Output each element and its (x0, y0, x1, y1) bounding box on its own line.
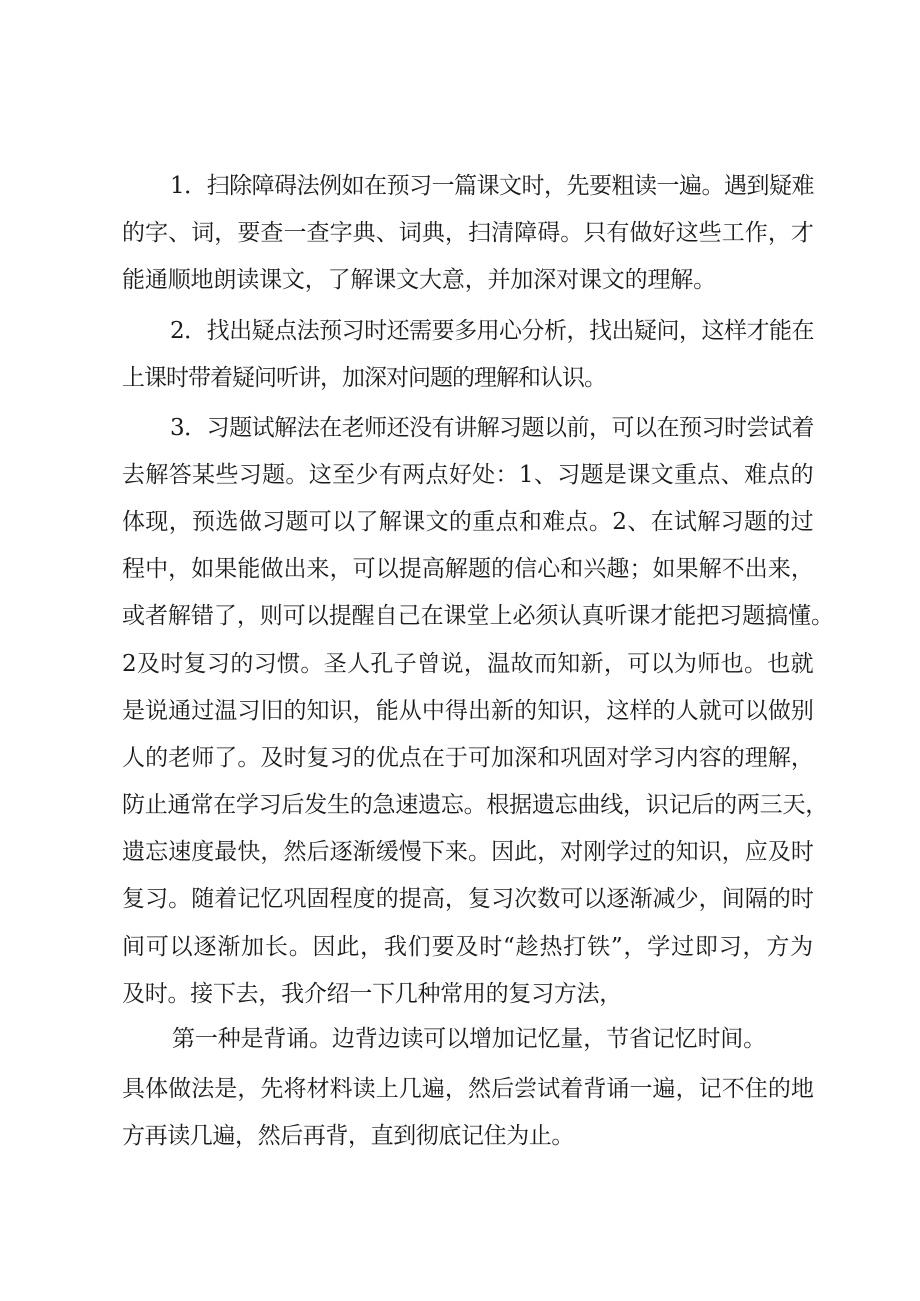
text-line: 遗忘速度最快，然后逐渐缓慢下来。因此，对刚学过的知识，应及时 (122, 839, 814, 865)
text-line: 人的老师了。及时复习的优点在于可加深和巩固对学习内容的理解， (122, 745, 814, 771)
text-line: 程中，如果能做出来，可以提高解题的信心和兴趣；如果解不出来， (122, 556, 814, 582)
text-line: 及时。接下去，我介绍一下几种常用的复习方法， (122, 981, 623, 1007)
text-line: 体现，预选做习题可以了解课文的重点和难点。2、在试解习题的过 (122, 509, 814, 535)
text-line: 间可以逐渐加长。因此，我们要及时“趁热打铁”，学过即习，方为 (122, 934, 814, 960)
text-line: 2．找出疑点法预习时还需要多用心分析，找出疑问，这样才能在 (170, 318, 814, 344)
text-line: 2及时复习的习惯。圣人孔子曾说，温故而知新，可以为师也。也就 (122, 651, 814, 677)
text-line: 1．扫除障碍法例如在预习一篇课文时，先要粗读一遍。遇到疑难 (170, 173, 814, 199)
text-line: 上课时带着疑问听讲，加深对问题的理解和认识。 (122, 365, 606, 391)
text-line: 具体做法是，先将材料读上几遍，然后尝试着背诵一遍，记不住的地 (122, 1076, 814, 1102)
text-line: 是说通过温习旧的知识，能从中得出新的知识，这样的人就可以做别 (122, 698, 814, 724)
text-line: 第一种是背诵。边背边读可以增加记忆量，节省记忆时间。 (172, 1026, 767, 1052)
text-line: 防止通常在学习后发生的急速遗忘。根据遗忘曲线，识记后的两三天， (122, 792, 829, 818)
text-line: 或者解错了，则可以提醒自己在课堂上必须认真听课才能把习题搞懂。 (122, 603, 834, 629)
text-line: 方再读几遍，然后再背，直到彻底记住为止。 (122, 1123, 575, 1149)
text-line: 复习。随着记忆巩固程度的提高，复习次数可以逐渐减少，间隔的时 (122, 886, 814, 912)
text-line: 的字、词，要查一查字典、词典，扫清障碍。只有做好这些工作，才 (122, 220, 814, 246)
text-line: 去解答某些习题。这至少有两点好处：1、习题是课文重点、难点的 (122, 462, 814, 488)
text-line: 能通顺地朗读课文，了解课文大意，并加深对课文的理解。 (122, 267, 717, 293)
text-line: 3．习题试解法在老师还没有讲解习题以前，可以在预习时尝试着 (170, 415, 814, 441)
